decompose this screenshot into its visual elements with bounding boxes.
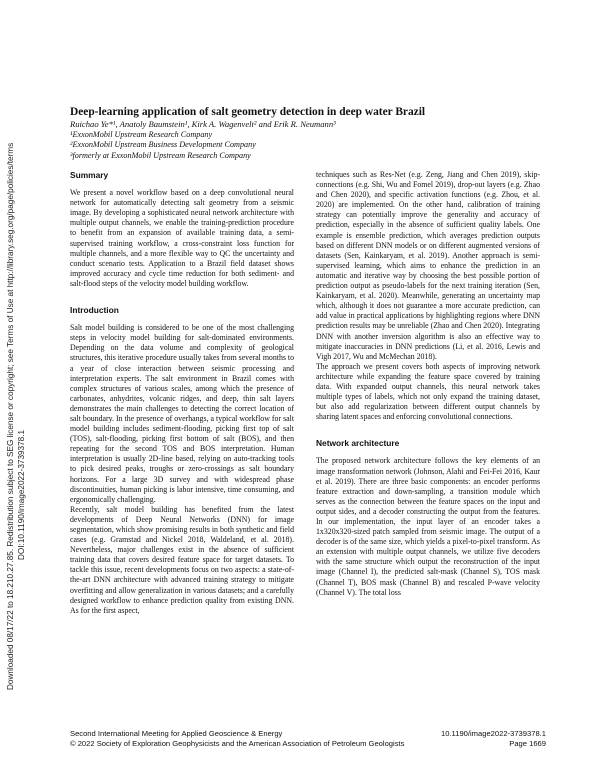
- introduction-paragraph-1: Salt model building is considered to be one of the most challenging steps in velocity model building for salt-dominated environments. Depending on the data volume and complexity of geological structures, this iterative procedure usually takes from several months to a year of close interaction between seismic processing and interpretation experts. The salt environment in Brazil comes with complex structures of various scales, among which the presence of carbonates, anhydrites, volcanic ridges, and deep, thin salt layers demonstrates the main challenges to detecting the correct location of salt boundary. In the presence of overhangs, a typical workflow for salt model building includes sediment-flooding, picking first top of salt (TOS), salt-flooding, picking first bottom of salt (BOS), and then repeating for the second TOS and BOS interpretation. Human interpretation is usually 2D-line based, relying on auto-tracking tools to pick desired peaks, troughs or zero-crossings as salt boundary horizons. For a large 3D survey and with widespread phase discontinuities, human picking is labor intensive, time consuming, and ergonomically challenging.: [70, 323, 294, 504]
- right-paragraph-1: techniques such as Res-Net (e.g. Zeng, Jiang and Chen 2019), skip-connections (e.g. Shi, Wu and Fomel 2019), drop-out layers (e.g. Zhao and Chen 2020), and specific activation functions (e.g. Zhou, et al. 2020) are implemented. On the other hand, calibration of training strategy can potentially improve the generality and accuracy of prediction, especially in the absence of sufficient quality labels. One example is ensemble prediction, which averages prediction outputs based on different DNN models or on different augmented versions of datasets (Sen, Kainkaryam, et al. 2019). Another approach is semi-supervised learning, which aims to enhance the prediction in an automatic and iterative way by choosing the best possible portion of prediction output as pseudo-labels for the next training iteration (Sen, Kainkaryam, et al. 2020). Meanwhile, generating an uncertainty map which, although it does not guarantee a more accurate prediction, can add value in practical applications by highlighting regions where DNN prediction results may be unreliable (Zhao and Chen 2020). Integrating DNN with another inversion algorithm is also an effective way to mitigate inaccuracies in DNN predictions (Li, et al. 2016, Lewis and Vigh 2017, Wu and McMechan 2018).: [316, 170, 540, 361]
- page-footer: [70, 729, 546, 749]
- conference-name: Second International Meeting for Applied Geoscience & Energy: [70, 729, 283, 738]
- right-column: [316, 170, 540, 598]
- left-column: [70, 170, 294, 616]
- affiliation-3: ³formerly at ExxonMobil Upstream Research Company: [70, 150, 251, 160]
- author-list: Ruichao Ye*¹, Anatoly Baumstein¹, Kirk A. Wagenvelt² and Erik R. Neumann³: [70, 119, 336, 129]
- download-notice: Downloaded 08/17/22 to 18.210.27.85. Redistribution subject to SEG license or copyright; see Terms of Use at http://library.seg.org/page/policies/terms: [6, 142, 15, 690]
- download-sidebar: [0, 0, 38, 776]
- footer-doi: 10.1190/image2022-3739378.1: [441, 729, 546, 738]
- affiliation-1: ¹ExxonMobil Upstream Research Company: [70, 130, 213, 139]
- network-architecture-paragraph: The proposed network architecture follows the key elements of an image transformation network (Johnson, Alahi and Fei-Fei 2016, Kaur et al. 2019). There are three basic components: an encoder performs feature extraction and down-sampling, a transition module which serves as the connection between the feature spaces on the input and output sides, and a decoder constructing the output from the features. In our implementation, the input layer of an encoder takes a 1x320x320-sized patch sampled from seismic image. The output of a decoder is of the same size, which yields a pixel-to-pixel transform. As an extension with multiple output channels, we utilize five decoders with the same structure which output the reconstruction of the input image (Channel I), the predicted salt-mask (Channel S), TOS mask (Channel T), BOS mask (Channel B) and rescaled P-wave velocity (Channel V). The total loss: [316, 456, 540, 597]
- right-paragraph-2: The approach we present covers both aspects of improving network architecture while expanding the feature space covered by training data. With expanded output channels, this neural network takes multiple types of labels, which not only expand the training dataset, but also add regularization between different output channels by sharing latent spaces and enforcing convolutional connections.: [316, 361, 540, 422]
- network-architecture-heading: Network architecture: [316, 438, 400, 449]
- introduction-heading: Introduction: [70, 305, 119, 316]
- copyright-notice: © 2022 Society of Exploration Geophysicists and the American Association of Petroleum Geologists: [70, 739, 405, 748]
- affiliation-2: ²ExxonMobil Upstream Business Development Company: [70, 140, 256, 150]
- summary-heading: Summary: [70, 170, 109, 180]
- doi-notice: DOI:10.1190/image2022-3739378.1: [17, 429, 26, 560]
- page-number: Page 1669: [509, 739, 546, 748]
- paper-title: Deep-learning application of salt geometry detection in deep water Brazil: [70, 106, 426, 118]
- introduction-paragraph-2: Recently, salt model building has benefited from the latest developments of Deep Neural Networks (DNN) for image segmentation, which show promising results in both synthetic and field cases (e.g. Gramstad and Nickel 2018, Waldeland, et al. 2018). Nevertheless, major challenges exist in the absence of sufficient training data that covers desired feature space for target datasets. To tackle this issue, recent developments focus on two aspects: a state-of-the-art DNN architecture with advanced training strategy to mitigate overfitting and allow generalization in various datasets; and a carefully designed workflow to enhance prediction quality from existing DNN. As for the first aspect,: [70, 504, 294, 615]
- summary-text: We present a novel workflow based on a deep convolutional neural network for automatically detecting salt geometry from a seismic image. By developing a sophisticated neural network architecture with multiple output channels, we enable the training-prediction procedure to benefit from an expansion of available training data, a semi-supervised training workflow, a cross-constraint loss function for multiple channels, and a more flexible way to QC the uncertainty and conduct scenario tests. Application to a Brazil field dataset shows improved accuracy and cycle time reduction for both sediment- and salt-flood steps of the velocity model building workflow.: [70, 188, 294, 288]
- paper-header: [70, 106, 540, 161]
